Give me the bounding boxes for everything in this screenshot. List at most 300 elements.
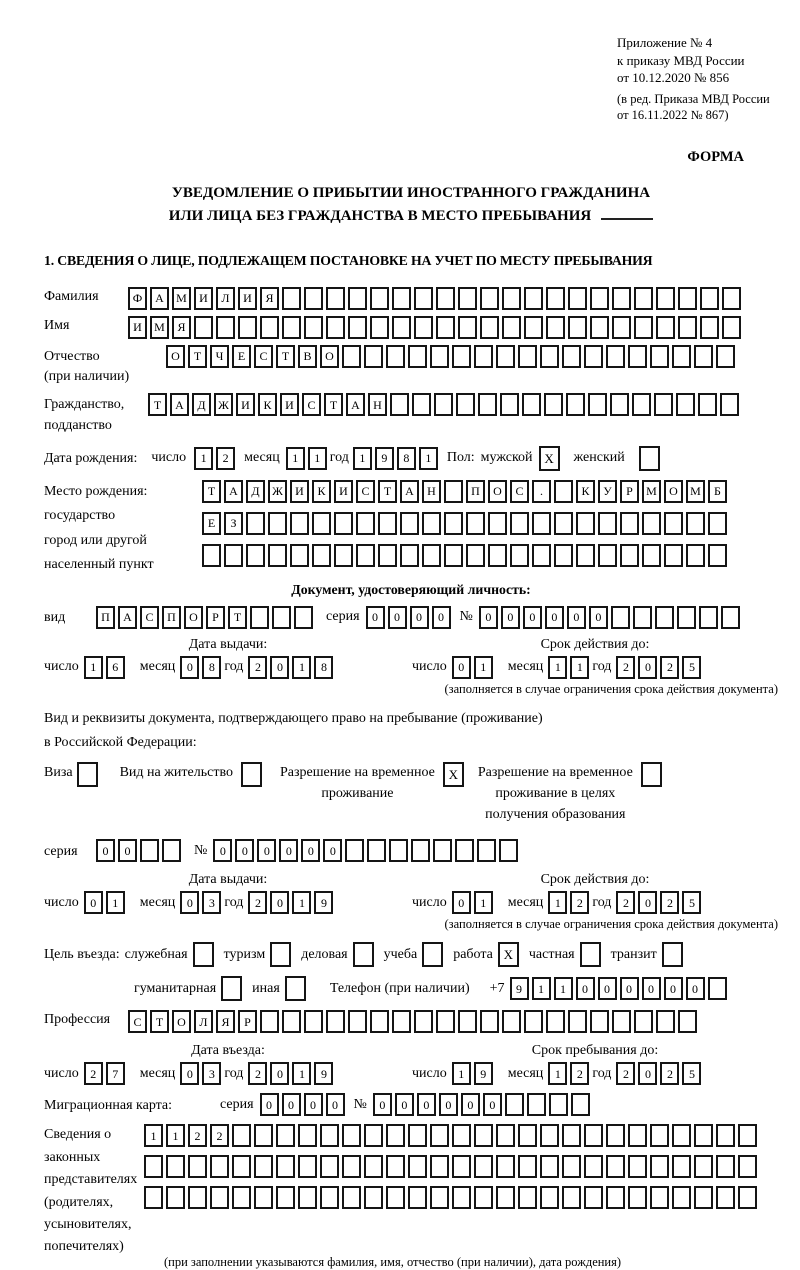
char-box[interactable] <box>722 287 741 310</box>
char-box[interactable] <box>568 1010 587 1033</box>
char-box[interactable]: М <box>150 316 169 339</box>
char-box[interactable]: Ф <box>128 287 147 310</box>
char-box[interactable]: 2 <box>216 447 235 470</box>
char-box[interactable]: 0 <box>395 1093 414 1116</box>
char-box[interactable] <box>162 839 181 862</box>
char-box[interactable]: 8 <box>314 656 333 679</box>
char-box[interactable] <box>408 1124 427 1147</box>
char-box[interactable] <box>524 1010 543 1033</box>
char-box[interactable]: 0 <box>282 1093 301 1116</box>
char-box[interactable]: 0 <box>417 1093 436 1116</box>
char-box[interactable] <box>708 977 727 1000</box>
char-box[interactable] <box>650 345 669 368</box>
char-box[interactable]: М <box>686 480 705 503</box>
char-box[interactable]: Я <box>216 1010 235 1033</box>
char-box[interactable] <box>633 606 652 629</box>
char-box[interactable] <box>678 287 697 310</box>
char-box[interactable]: 0 <box>589 606 608 629</box>
char-box[interactable] <box>320 1124 339 1147</box>
edu-permit-checkbox[interactable] <box>641 762 662 787</box>
char-box[interactable]: А <box>224 480 243 503</box>
char-box[interactable] <box>282 287 301 310</box>
char-box[interactable]: 1 <box>474 656 493 679</box>
char-box[interactable]: 0 <box>257 839 276 862</box>
char-box[interactable] <box>452 1155 471 1178</box>
char-box[interactable] <box>672 345 691 368</box>
char-box[interactable]: Р <box>620 480 639 503</box>
char-box[interactable] <box>474 1124 493 1147</box>
char-box[interactable]: Т <box>148 393 167 416</box>
char-box[interactable]: Е <box>202 512 221 535</box>
char-box[interactable] <box>628 345 647 368</box>
char-box[interactable] <box>430 1124 449 1147</box>
char-box[interactable] <box>254 1155 273 1178</box>
char-box[interactable] <box>452 345 471 368</box>
char-box[interactable] <box>612 1010 631 1033</box>
char-box[interactable] <box>480 287 499 310</box>
char-box[interactable] <box>224 544 243 567</box>
char-box[interactable]: 3 <box>202 1062 221 1085</box>
char-box[interactable]: 0 <box>84 891 103 914</box>
char-box[interactable]: 0 <box>270 656 289 679</box>
char-box[interactable]: И <box>290 480 309 503</box>
char-box[interactable]: 9 <box>510 977 529 1000</box>
char-box[interactable]: С <box>128 1010 147 1033</box>
char-box[interactable] <box>474 345 493 368</box>
char-box[interactable]: 0 <box>620 977 639 1000</box>
char-box[interactable] <box>620 512 639 535</box>
char-box[interactable]: О <box>664 480 683 503</box>
char-box[interactable] <box>326 316 345 339</box>
char-box[interactable]: Я <box>172 316 191 339</box>
char-box[interactable]: 5 <box>682 891 701 914</box>
char-box[interactable] <box>606 345 625 368</box>
char-box[interactable] <box>276 1186 295 1209</box>
char-box[interactable]: 0 <box>545 606 564 629</box>
char-box[interactable] <box>238 316 257 339</box>
char-box[interactable]: 0 <box>483 1093 502 1116</box>
char-box[interactable] <box>188 1186 207 1209</box>
char-box[interactable] <box>554 544 573 567</box>
char-box[interactable] <box>716 1124 735 1147</box>
char-box[interactable]: 0 <box>366 606 385 629</box>
char-box[interactable]: 1 <box>474 891 493 914</box>
char-box[interactable]: 1 <box>532 977 551 1000</box>
char-box[interactable]: 0 <box>567 606 586 629</box>
char-box[interactable]: 0 <box>686 977 705 1000</box>
char-box[interactable]: 0 <box>180 1062 199 1085</box>
char-box[interactable] <box>544 393 563 416</box>
char-box[interactable] <box>246 544 265 567</box>
char-box[interactable]: О <box>320 345 339 368</box>
char-box[interactable]: Т <box>188 345 207 368</box>
char-box[interactable] <box>540 1186 559 1209</box>
char-box[interactable] <box>444 480 463 503</box>
char-box[interactable] <box>612 316 631 339</box>
char-box[interactable] <box>414 287 433 310</box>
char-box[interactable] <box>568 287 587 310</box>
char-box[interactable] <box>524 316 543 339</box>
char-box[interactable] <box>634 316 653 339</box>
char-box[interactable] <box>598 512 617 535</box>
char-box[interactable]: А <box>400 480 419 503</box>
char-box[interactable]: 0 <box>638 891 657 914</box>
sex-female-checkbox[interactable] <box>639 446 660 471</box>
char-box[interactable] <box>400 512 419 535</box>
char-box[interactable] <box>708 544 727 567</box>
char-box[interactable]: А <box>118 606 137 629</box>
char-box[interactable] <box>348 1010 367 1033</box>
char-box[interactable] <box>260 1010 279 1033</box>
char-box[interactable] <box>392 316 411 339</box>
char-box[interactable]: 1 <box>286 447 305 470</box>
char-box[interactable] <box>738 1186 757 1209</box>
char-box[interactable]: И <box>334 480 353 503</box>
char-box[interactable] <box>254 1124 273 1147</box>
char-box[interactable]: 1 <box>194 447 213 470</box>
char-box[interactable] <box>254 1186 273 1209</box>
char-box[interactable]: К <box>312 480 331 503</box>
char-box[interactable] <box>576 512 595 535</box>
char-box[interactable]: Л <box>194 1010 213 1033</box>
char-box[interactable] <box>430 345 449 368</box>
char-box[interactable] <box>312 544 331 567</box>
char-box[interactable]: 0 <box>432 606 451 629</box>
char-box[interactable] <box>480 1010 499 1033</box>
char-box[interactable]: 0 <box>479 606 498 629</box>
char-box[interactable] <box>720 393 739 416</box>
char-box[interactable] <box>502 287 521 310</box>
char-box[interactable] <box>232 1155 251 1178</box>
char-box[interactable] <box>642 512 661 535</box>
char-box[interactable]: 2 <box>188 1124 207 1147</box>
char-box[interactable] <box>276 1155 295 1178</box>
char-box[interactable] <box>676 393 695 416</box>
purpose-transit-checkbox[interactable] <box>662 942 683 967</box>
char-box[interactable] <box>540 1155 559 1178</box>
char-box[interactable] <box>699 606 718 629</box>
char-box[interactable] <box>584 1155 603 1178</box>
char-box[interactable] <box>554 480 573 503</box>
char-box[interactable]: 1 <box>144 1124 163 1147</box>
char-box[interactable] <box>576 544 595 567</box>
char-box[interactable] <box>188 1155 207 1178</box>
char-box[interactable] <box>458 1010 477 1033</box>
char-box[interactable]: 1 <box>292 1062 311 1085</box>
char-box[interactable] <box>390 393 409 416</box>
char-box[interactable]: 1 <box>548 1062 567 1085</box>
char-box[interactable] <box>298 1124 317 1147</box>
char-box[interactable]: . <box>532 480 551 503</box>
char-box[interactable] <box>522 393 541 416</box>
char-box[interactable] <box>348 287 367 310</box>
char-box[interactable]: 2 <box>616 656 635 679</box>
char-box[interactable] <box>370 1010 389 1033</box>
char-box[interactable]: С <box>254 345 273 368</box>
char-box[interactable] <box>620 544 639 567</box>
char-box[interactable]: И <box>128 316 147 339</box>
char-box[interactable]: С <box>356 480 375 503</box>
char-box[interactable] <box>524 287 543 310</box>
char-box[interactable] <box>455 839 474 862</box>
char-box[interactable] <box>571 1093 590 1116</box>
char-box[interactable]: 9 <box>314 891 333 914</box>
char-box[interactable] <box>562 1155 581 1178</box>
char-box[interactable]: 1 <box>84 656 103 679</box>
char-box[interactable]: О <box>166 345 185 368</box>
char-box[interactable]: Д <box>246 480 265 503</box>
char-box[interactable] <box>216 316 235 339</box>
char-box[interactable]: 9 <box>375 447 394 470</box>
char-box[interactable] <box>194 316 213 339</box>
char-box[interactable]: 0 <box>301 839 320 862</box>
char-box[interactable] <box>510 544 529 567</box>
char-box[interactable] <box>232 1124 251 1147</box>
char-box[interactable]: 0 <box>118 839 137 862</box>
char-box[interactable]: Т <box>276 345 295 368</box>
char-box[interactable] <box>532 544 551 567</box>
char-box[interactable] <box>342 345 361 368</box>
char-box[interactable]: И <box>236 393 255 416</box>
char-box[interactable] <box>364 345 383 368</box>
char-box[interactable]: С <box>302 393 321 416</box>
char-box[interactable] <box>664 544 683 567</box>
char-box[interactable]: 8 <box>202 656 221 679</box>
char-box[interactable] <box>598 544 617 567</box>
char-box[interactable]: Е <box>232 345 251 368</box>
visa-checkbox[interactable] <box>77 762 98 787</box>
char-box[interactable] <box>738 1124 757 1147</box>
char-box[interactable] <box>527 1093 546 1116</box>
char-box[interactable]: Я <box>260 287 279 310</box>
char-box[interactable]: 2 <box>616 1062 635 1085</box>
char-box[interactable] <box>370 316 389 339</box>
char-box[interactable] <box>422 544 441 567</box>
char-box[interactable] <box>367 839 386 862</box>
char-box[interactable] <box>320 1186 339 1209</box>
char-box[interactable] <box>436 316 455 339</box>
char-box[interactable]: 0 <box>664 977 683 1000</box>
char-box[interactable] <box>590 287 609 310</box>
char-box[interactable]: 0 <box>180 656 199 679</box>
char-box[interactable] <box>304 316 323 339</box>
char-box[interactable] <box>588 393 607 416</box>
char-box[interactable] <box>378 544 397 567</box>
char-box[interactable]: 2 <box>570 1062 589 1085</box>
char-box[interactable] <box>505 1093 524 1116</box>
char-box[interactable] <box>458 287 477 310</box>
char-box[interactable]: 0 <box>452 891 471 914</box>
char-box[interactable] <box>655 606 674 629</box>
char-box[interactable] <box>566 393 585 416</box>
char-box[interactable] <box>540 345 559 368</box>
char-box[interactable] <box>686 512 705 535</box>
char-box[interactable] <box>496 345 515 368</box>
char-box[interactable]: 1 <box>106 891 125 914</box>
char-box[interactable]: 1 <box>452 1062 471 1085</box>
char-box[interactable]: В <box>298 345 317 368</box>
char-box[interactable] <box>612 287 631 310</box>
char-box[interactable] <box>698 393 717 416</box>
char-box[interactable] <box>260 316 279 339</box>
char-box[interactable]: 0 <box>96 839 115 862</box>
char-box[interactable] <box>654 393 673 416</box>
char-box[interactable]: 8 <box>397 447 416 470</box>
char-box[interactable]: 2 <box>660 656 679 679</box>
char-box[interactable] <box>656 316 675 339</box>
char-box[interactable]: К <box>258 393 277 416</box>
char-box[interactable] <box>345 839 364 862</box>
char-box[interactable]: 2 <box>248 891 267 914</box>
char-box[interactable]: 0 <box>410 606 429 629</box>
char-box[interactable] <box>650 1155 669 1178</box>
char-box[interactable] <box>140 839 159 862</box>
char-box[interactable]: 0 <box>452 656 471 679</box>
purpose-study-checkbox[interactable] <box>422 942 443 967</box>
char-box[interactable] <box>408 1155 427 1178</box>
char-box[interactable] <box>606 1155 625 1178</box>
char-box[interactable] <box>290 544 309 567</box>
char-box[interactable] <box>412 393 431 416</box>
char-box[interactable] <box>386 1124 405 1147</box>
char-box[interactable] <box>414 1010 433 1033</box>
sex-male-checkbox[interactable]: X <box>539 446 560 471</box>
char-box[interactable] <box>686 544 705 567</box>
char-box[interactable] <box>326 1010 345 1033</box>
char-box[interactable]: 0 <box>388 606 407 629</box>
char-box[interactable] <box>700 287 719 310</box>
char-box[interactable] <box>677 606 696 629</box>
temp-permit-checkbox[interactable]: X <box>443 762 464 787</box>
char-box[interactable]: 0 <box>642 977 661 1000</box>
char-box[interactable] <box>320 1155 339 1178</box>
char-box[interactable] <box>694 1124 713 1147</box>
char-box[interactable]: С <box>510 480 529 503</box>
char-box[interactable] <box>166 1155 185 1178</box>
char-box[interactable]: 0 <box>373 1093 392 1116</box>
char-box[interactable]: А <box>346 393 365 416</box>
char-box[interactable] <box>433 839 452 862</box>
char-box[interactable] <box>436 1010 455 1033</box>
char-box[interactable]: С <box>140 606 159 629</box>
char-box[interactable]: М <box>642 480 661 503</box>
char-box[interactable] <box>562 345 581 368</box>
char-box[interactable] <box>716 1155 735 1178</box>
char-box[interactable] <box>634 287 653 310</box>
char-box[interactable] <box>510 512 529 535</box>
char-box[interactable] <box>656 1010 675 1033</box>
char-box[interactable] <box>304 287 323 310</box>
char-box[interactable]: Т <box>378 480 397 503</box>
char-box[interactable]: 1 <box>292 891 311 914</box>
char-box[interactable] <box>356 544 375 567</box>
char-box[interactable] <box>246 512 265 535</box>
char-box[interactable] <box>628 1155 647 1178</box>
char-box[interactable] <box>392 1010 411 1033</box>
char-box[interactable] <box>554 512 573 535</box>
char-box[interactable] <box>430 1155 449 1178</box>
char-box[interactable]: 1 <box>419 447 438 470</box>
char-box[interactable] <box>386 1155 405 1178</box>
char-box[interactable]: 2 <box>210 1124 229 1147</box>
char-box[interactable] <box>326 287 345 310</box>
purpose-private-checkbox[interactable] <box>580 942 601 967</box>
char-box[interactable] <box>562 1186 581 1209</box>
char-box[interactable] <box>721 606 740 629</box>
char-box[interactable]: Т <box>202 480 221 503</box>
char-box[interactable]: 2 <box>84 1062 103 1085</box>
char-box[interactable] <box>700 316 719 339</box>
char-box[interactable]: 0 <box>180 891 199 914</box>
char-box[interactable] <box>282 316 301 339</box>
char-box[interactable]: Л <box>216 287 235 310</box>
char-box[interactable]: 0 <box>501 606 520 629</box>
char-box[interactable] <box>364 1155 383 1178</box>
char-box[interactable]: И <box>280 393 299 416</box>
char-box[interactable] <box>386 1186 405 1209</box>
char-box[interactable]: 1 <box>353 447 372 470</box>
char-box[interactable] <box>568 316 587 339</box>
char-box[interactable] <box>422 512 441 535</box>
char-box[interactable] <box>518 1124 537 1147</box>
char-box[interactable] <box>562 1124 581 1147</box>
char-box[interactable] <box>370 287 389 310</box>
char-box[interactable]: О <box>184 606 203 629</box>
char-box[interactable] <box>694 1155 713 1178</box>
char-box[interactable] <box>250 606 269 629</box>
char-box[interactable]: Н <box>422 480 441 503</box>
char-box[interactable]: 2 <box>616 891 635 914</box>
char-box[interactable] <box>304 1010 323 1033</box>
char-box[interactable] <box>364 1124 383 1147</box>
char-box[interactable] <box>144 1155 163 1178</box>
char-box[interactable]: 0 <box>576 977 595 1000</box>
char-box[interactable] <box>499 839 518 862</box>
char-box[interactable] <box>392 287 411 310</box>
char-box[interactable] <box>434 393 453 416</box>
char-box[interactable]: 2 <box>660 1062 679 1085</box>
char-box[interactable]: Ж <box>268 480 287 503</box>
char-box[interactable] <box>628 1124 647 1147</box>
char-box[interactable] <box>408 1186 427 1209</box>
char-box[interactable] <box>290 512 309 535</box>
char-box[interactable]: У <box>598 480 617 503</box>
char-box[interactable] <box>144 1186 163 1209</box>
char-box[interactable]: Т <box>228 606 247 629</box>
char-box[interactable] <box>458 316 477 339</box>
char-box[interactable] <box>488 544 507 567</box>
char-box[interactable]: 0 <box>461 1093 480 1116</box>
char-box[interactable] <box>722 316 741 339</box>
char-box[interactable]: Р <box>238 1010 257 1033</box>
char-box[interactable] <box>342 1124 361 1147</box>
char-box[interactable] <box>540 1124 559 1147</box>
char-box[interactable]: 1 <box>548 891 567 914</box>
char-box[interactable] <box>532 512 551 535</box>
char-box[interactable] <box>466 544 485 567</box>
purpose-work-checkbox[interactable]: X <box>498 942 519 967</box>
char-box[interactable]: 1 <box>570 656 589 679</box>
char-box[interactable]: К <box>576 480 595 503</box>
char-box[interactable]: 2 <box>660 891 679 914</box>
char-box[interactable] <box>276 1124 295 1147</box>
char-box[interactable]: 9 <box>314 1062 333 1085</box>
char-box[interactable] <box>477 839 496 862</box>
char-box[interactable]: Т <box>324 393 343 416</box>
char-box[interactable] <box>232 1186 251 1209</box>
char-box[interactable] <box>590 316 609 339</box>
char-box[interactable] <box>166 1186 185 1209</box>
